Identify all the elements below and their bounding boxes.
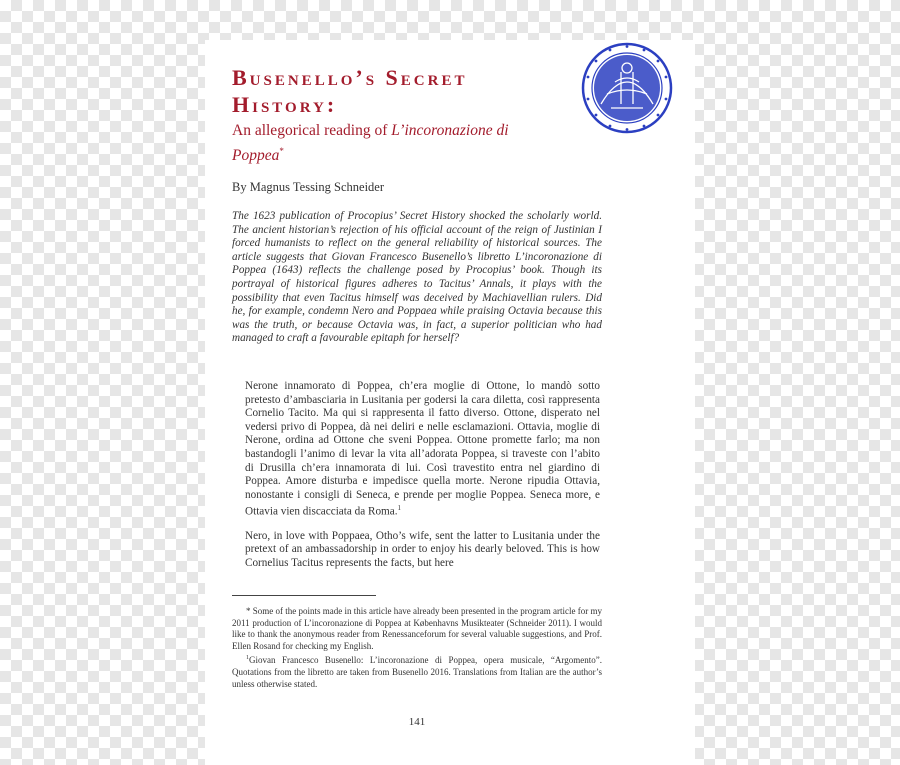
- article-title: [232, 64, 572, 118]
- subtitle-italic: L’incoronazione di Poppea: [232, 122, 509, 165]
- author-byline: By Magnus Tessing Schneider: [232, 180, 385, 194]
- title-line-1: Busenello’s Secret: [232, 65, 468, 90]
- document-page: [205, 40, 695, 765]
- footnote-1-mark: 1: [246, 655, 249, 662]
- footnote-divider: [232, 595, 376, 596]
- article-subtitle: [232, 120, 552, 166]
- footnote-star: * Some of the points made in this article have already been presented in the program article for my 2011 production of L’incoronazione di Poppea at Københavns Musikteater (Schneider 2011). I would like to thank the anonymous reader from Renessanceforum for several valuable suggestions, and Prof. Ellen Rosand for checking my English.: [232, 606, 602, 651]
- quote-english: Nero, in love with Poppaea, Otho’s wife, sent the latter to Lusitania under the pretext of an ambassadorship in order to enjoy his dearly beloved. This is how Cornelius Tacitus represents the facts, but here: [245, 529, 600, 569]
- page-number: 141: [408, 716, 426, 728]
- footnotes: [232, 606, 602, 691]
- quote-footnote-mark: 1: [397, 504, 402, 513]
- subtitle-footnote-mark: *: [279, 146, 284, 156]
- title-line-2: History:: [232, 92, 338, 117]
- footnote-1: [232, 653, 602, 690]
- university-seal-icon: [581, 42, 673, 134]
- footnote-1-text: Giovan Francesco Busenello: L’incoronazione di Poppea, opera musicale, “Argomento”. Quotations from the libretto are taken from Busenello 2016. Translations from Italian are the author’s unless otherwise stated.: [232, 655, 602, 689]
- abstract: The 1623 publication of Procopius’ Secret History shocked the scholarly world. The ancient historian’s rejection of his official account of the reign of Justinian I forced humanists to reflect on the general reliability of historical sources. The article suggests that Giovan Francesco Busenello’s libretto L’incoronazione di Poppea (1643) reflects the challenge posed by Procopius’ book. Though its portrayal of historical figures adheres to Tacitus’ Annals, it plays with the possibility that even Tacitus himself was deceived by Machiavellian rulers. Did he, for example, condemn Nero and Poppaea while praising Octavia because this was the truth, or because Octavia was, in fact, a superior politician who had managed to craft a favourable epitaph for herself?: [232, 210, 602, 345]
- subtitle-prefix: An allegorical reading of: [232, 122, 392, 139]
- block-quote: [245, 380, 600, 580]
- quote-italian-text: Nerone innamorato di Poppea, ch’era moglie di Ottone, lo mandò sotto pretesto d’ambasciaria in Lusitania per godersi la cara diletta, così rappresenta Cornelio Tacito. Ma qui si rappresenta il fatto diverso. Ottone, disperato nel vedersi privo di Poppea, dà nei deliri e nelle esclamazioni. Ottavia, moglie di Nerone, ordina ad Ottone che sveni Poppea. Ottone promette farlo; ma non bastandogli l’animo di levar la vita all’adorata Poppea, si traveste con l’abito di Drusilla ch’era innamorata di lui. Così travestito entra nel giardino di Poppea. Amore disturba e impedisce quella morte. Nerone ripudia Ottavia, nonostante i consigli di Seneca, e prende per moglie Poppea. Seneca more, e Ottavia vien discacciata da Roma.: [245, 380, 600, 519]
- quote-italian: [245, 380, 600, 520]
